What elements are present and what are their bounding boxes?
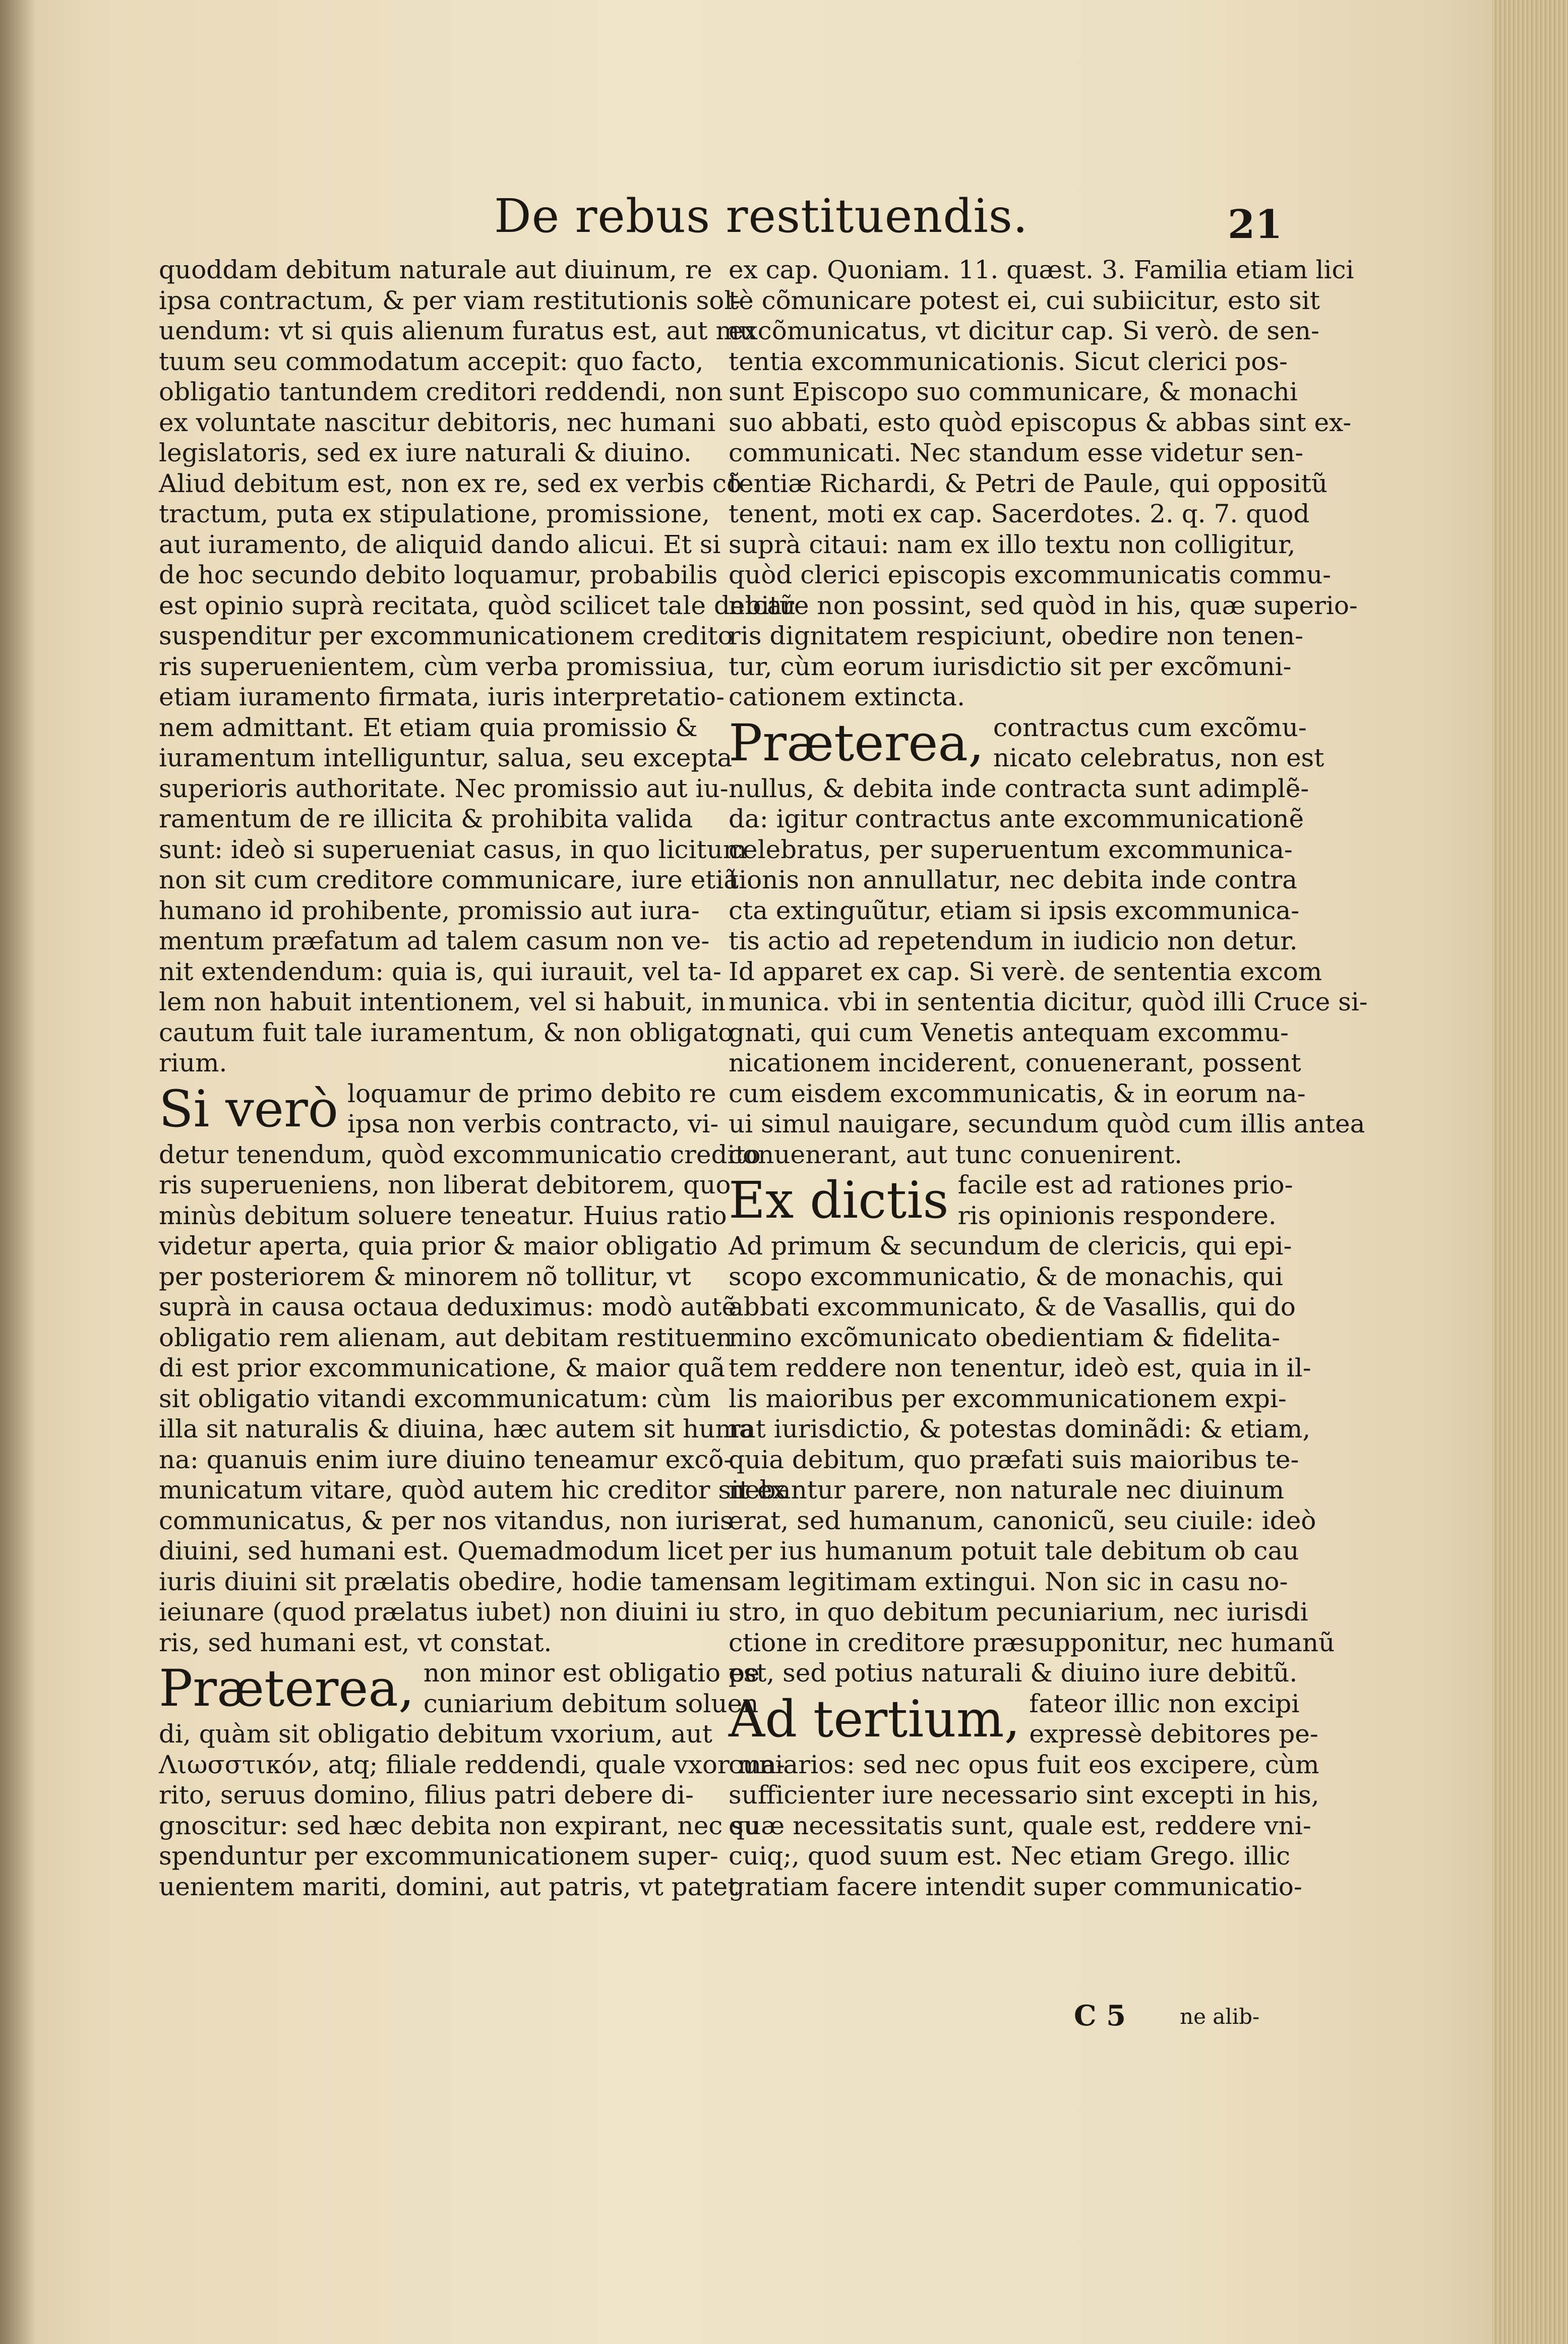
text-line: tis actio ad repetendum in iudicio non detur. bbox=[729, 926, 1298, 955]
text-line: gnoscitur: sed hæc debita non expirant, nec su bbox=[159, 1811, 760, 1840]
text-line: Id apparet ex cap. Si verè. de sententia excom bbox=[729, 956, 1322, 986]
text-line: cationem extincta. bbox=[729, 682, 965, 711]
text-line: suprà in causa octaua deduximus: modò autẽ bbox=[159, 1292, 737, 1321]
text-line: erat, sed humanum, canonicũ, seu ciuile: ideò bbox=[729, 1506, 1316, 1535]
text-line: quæ necessitatis sunt, quale est, reddere vni- bbox=[729, 1811, 1311, 1840]
text-line: ramentum de re illicita & prohibita valida bbox=[159, 804, 693, 833]
text-line: per ius humanum potuit tale debitum ob cau bbox=[729, 1536, 1299, 1566]
text-line: gnati, qui cum Venetis antequam excommu- bbox=[729, 1017, 1289, 1047]
text-line: di est prior excommunicatione, & maior quã bbox=[159, 1353, 726, 1383]
text-line: rito, seruus domino, filius patri debere di- bbox=[159, 1780, 694, 1810]
text-line: sunt: ideò si superueniat casus, in quo licitum bbox=[159, 834, 747, 864]
text-line: legislatoris, sed ex iure naturali & diuino. bbox=[159, 438, 692, 467]
text-line: nit extendendum: quia is, qui iurauit, vel ta- bbox=[159, 956, 721, 986]
section-initial: Ad tertium, bbox=[729, 1689, 1020, 1749]
text-line: ris superuenientem, cùm verba promissiua, bbox=[159, 651, 715, 681]
folio-number: 21 bbox=[1228, 202, 1283, 248]
text-line: spenduntur per excommunicationem super- bbox=[159, 1841, 718, 1871]
text-line: sunt Episcopo suo communicare, & monachi bbox=[729, 377, 1298, 406]
text-line: quia debitum, quo præfati suis maioribus te- bbox=[729, 1445, 1299, 1474]
gutter-shadow bbox=[0, 0, 35, 2344]
text-line: celebratus, per superuentum excommunica- bbox=[729, 834, 1293, 864]
text-line: sufficienter iure necessario sint excepti in his, bbox=[729, 1780, 1319, 1810]
page-edge bbox=[1492, 0, 1568, 2344]
text-line: illa sit naturalis & diuina, hæc autem sit huma bbox=[159, 1414, 754, 1444]
text-line: suo abbati, esto quòd episcopus & abbas sint ex- bbox=[729, 407, 1352, 437]
text-line: tè cõmunicare potest ei, cui subiicitur, esto sit bbox=[729, 285, 1320, 315]
text-line: nem admittant. Et etiam quia promissio & bbox=[159, 712, 698, 742]
text-line: humano id prohibente, promissio aut iura- bbox=[159, 895, 700, 925]
left-column bbox=[159, 255, 796, 1902]
text-line: na: quanuis enim iure diuino teneamur excõ- bbox=[159, 1445, 733, 1474]
text-line: non sit cum creditore communicare, iure etiã bbox=[159, 865, 739, 894]
text-line: mino excõmunicato obedientiam & fidelita- bbox=[729, 1323, 1281, 1352]
text-line: cuniarios: sed nec opus fuit eos excipere, cùm bbox=[729, 1750, 1319, 1779]
text-line: di, quàm sit obligatio debitum vxorium, aut bbox=[159, 1719, 712, 1749]
text-line: nicato celebratus, non est bbox=[993, 743, 1324, 772]
text-line: suprà citaui: nam ex illo textu non colligitur, bbox=[729, 529, 1296, 559]
text-line: obligatio rem alienam, aut debitam restituen bbox=[159, 1323, 733, 1352]
text-line: superioris authoritate. Nec promissio aut iu- bbox=[159, 773, 729, 803]
running-head: De rebus restituendis. bbox=[494, 189, 1029, 243]
text-line: munica. vbi in sententia dicitur, quòd illi Cruce si- bbox=[729, 987, 1368, 1016]
text-line: per posteriorem & minorem nõ tollitur, vt bbox=[159, 1261, 691, 1291]
text-line: lem non habuit intentionem, vel si habuit, in bbox=[159, 987, 726, 1016]
text-line: gratiam facere intendit super communicatio- bbox=[729, 1872, 1302, 1901]
text-line: diuini, sed humani est. Quemadmodum licet bbox=[159, 1536, 723, 1566]
text-line: Aliud debitum est, non ex re, sed ex verbis cõ bbox=[159, 468, 742, 498]
text-line: detur tenendum, quòd excommunicatio credito bbox=[159, 1139, 761, 1169]
text-line: videtur aperta, quia prior & maior obligatio bbox=[159, 1231, 718, 1260]
text-line: tenent, moti ex cap. Sacerdotes. 2. q. 7. quod bbox=[729, 499, 1310, 528]
text-line: communicatus, & per nos vitandus, non iuris bbox=[159, 1506, 733, 1535]
text-line: iuramentum intelliguntur, salua, seu excepta bbox=[159, 743, 733, 772]
left-paragraph-praeterea bbox=[159, 1658, 785, 1902]
text-line: tentiæ Richardi, & Petri de Paule, qui oppositũ bbox=[729, 468, 1328, 498]
text-line: cautum fuit tale iuramentum, & non obligato bbox=[159, 1017, 734, 1047]
text-line: ris opinionis respondere. bbox=[957, 1200, 1277, 1230]
text-line: suspenditur per excommunicationem credito bbox=[159, 621, 733, 650]
text-line: nicationem inciderent, conuenerant, possent bbox=[729, 1048, 1301, 1077]
text-line: quòd clerici episcopis excommunicatis commu- bbox=[729, 560, 1332, 589]
text-line: tur, cùm eorum iurisdictio sit per excõmuni- bbox=[729, 651, 1292, 681]
text-line: ex cap. Quoniam. 11. quæst. 3. Familia etiam lici bbox=[729, 255, 1354, 284]
text-line: contractus cum excõmu- bbox=[993, 712, 1307, 742]
text-line: tractum, puta ex stipulatione, promissione, bbox=[159, 499, 710, 528]
text-line: ipsa non verbis contracto, vi- bbox=[347, 1109, 719, 1138]
text-line: ex voluntate nascitur debitoris, nec humani bbox=[159, 407, 716, 437]
text-line: municatum vitare, quòd autem hic creditor sit ex bbox=[159, 1475, 787, 1505]
text-line: uenientem mariti, domini, aut patris, vt patet bbox=[159, 1872, 738, 1901]
text-line: tem reddere non tenentur, ideò est, quia in il- bbox=[729, 1353, 1311, 1383]
text-line: excõmunicatus, vt dicitur cap. Si verò. de sen- bbox=[729, 316, 1319, 345]
text-line: cta extinguũtur, etiam si ipsis excommunica- bbox=[729, 895, 1300, 925]
text-line: mentum præfatum ad talem casum non ve- bbox=[159, 926, 710, 955]
text-line: Λιωσστικόν, atq; filiale reddendi, quale vxor ma- bbox=[159, 1750, 785, 1779]
text-line: nebantur parere, non naturale nec diuinum bbox=[729, 1475, 1285, 1505]
text-line: ieiunare (quod prælatus iubet) non diuini iu bbox=[159, 1597, 720, 1627]
text-line: lis maioribus per excommunicationem expi- bbox=[729, 1384, 1287, 1413]
text-line: ui simul nauigare, secundum quòd cum illis antea bbox=[729, 1109, 1365, 1138]
text-line: rat iurisdictio, & potestas dominãdi: & etiam, bbox=[729, 1414, 1311, 1444]
text-line: sam legitimam extingui. Non sic in casu no- bbox=[729, 1567, 1288, 1596]
text-line: ris, sed humani est, vt constat. bbox=[159, 1628, 552, 1657]
right-paragraph-ex-dictis bbox=[729, 1170, 1335, 1689]
text-line: cuniarium debitum soluen bbox=[423, 1689, 759, 1718]
right-paragraph-praeterea bbox=[729, 712, 1368, 1170]
text-line: ctione in creditore præsupponitur, nec humanũ bbox=[729, 1628, 1335, 1657]
text-line: Ad primum & secundum de clericis, qui epi- bbox=[729, 1231, 1292, 1260]
text-line: rium. bbox=[159, 1048, 227, 1077]
text-line: conuenerant, aut tunc conuenirent. bbox=[729, 1139, 1183, 1169]
text-line: quoddam debitum naturale aut diuinum, re bbox=[159, 255, 712, 284]
text-line: scopo excommunicatio, & de monachis, qui bbox=[729, 1261, 1283, 1291]
section-initial: Ex dictis bbox=[729, 1171, 949, 1230]
text-line: est, sed potius naturali & diuino iure debitũ. bbox=[729, 1658, 1298, 1688]
text-line: stro, in quo debitum pecuniarium, nec iurisdi bbox=[729, 1597, 1308, 1627]
text-line: sit obligatio vitandi excommunicatum: cùm bbox=[159, 1384, 711, 1413]
text-line: non minor est obligatio pe bbox=[423, 1658, 760, 1688]
signature-mark: C 5 bbox=[1074, 1999, 1126, 2032]
text-line: tionis non annullatur, nec debita inde contra bbox=[729, 865, 1297, 894]
text-line: de hoc secundo debito loquamur, probabilis bbox=[159, 560, 718, 589]
right-paragraph-1 bbox=[729, 255, 1358, 712]
text-line: fateor illic non excipi bbox=[1029, 1689, 1300, 1718]
text-line: nullus, & debita inde contracta sunt adimplẽ- bbox=[729, 773, 1309, 803]
text-line: cuiq;, quod suum est. Nec etiam Grego. illic bbox=[729, 1841, 1290, 1871]
text-line: est opinio suprà recitata, quòd scilicet tale debitũ bbox=[159, 590, 796, 620]
text-line: aut iuramento, de aliquid dando alicui. Et si bbox=[159, 529, 721, 559]
left-paragraph-1 bbox=[159, 255, 796, 1078]
text-line: uendum: vt si quis alienum furatus est, aut mu bbox=[159, 316, 756, 345]
catchword: ne alib- bbox=[1180, 2004, 1260, 2029]
text-line: iuris diuini sit prælatis obedire, hodie tamen bbox=[159, 1567, 731, 1596]
text-line: minùs debitum soluere teneatur. Huius ratio bbox=[159, 1200, 727, 1230]
text-line: nicare non possint, sed quòd in his, quæ superio- bbox=[729, 590, 1358, 620]
text-line: cum eisdem excommunicatis, & in eorum na- bbox=[729, 1078, 1306, 1108]
text-line: loquamur de primo debito re bbox=[347, 1078, 716, 1108]
text-line: da: igitur contractus ante excommunicationẽ bbox=[729, 804, 1304, 833]
text-line: obligatio tantundem creditori reddendi, non bbox=[159, 377, 723, 406]
text-line: communicati. Nec standum esse videtur sen- bbox=[729, 438, 1304, 467]
section-initial: Præterea, bbox=[729, 713, 984, 772]
right-paragraph-ad-tertium bbox=[729, 1689, 1319, 1902]
text-line: abbati excommunicato, & de Vasallis, qui do bbox=[729, 1292, 1296, 1321]
text-line: ipsa contractum, & per viam restitutionis sol- bbox=[159, 285, 741, 315]
left-paragraph-si-vero bbox=[159, 1078, 787, 1658]
text-line: tuum seu commodatum accepit: quo facto, bbox=[159, 346, 704, 376]
text-line: etiam iuramento firmata, iuris interpretatio- bbox=[159, 682, 725, 711]
right-column bbox=[729, 255, 1368, 1902]
section-initial: Præterea, bbox=[159, 1659, 414, 1718]
text-line: facile est ad rationes prio- bbox=[957, 1170, 1293, 1199]
text-line: tentia excommunicationis. Sicut clerici pos- bbox=[729, 346, 1288, 376]
text-line: ris superueniens, non liberat debitorem, quo bbox=[159, 1170, 731, 1199]
section-initial: Si verò bbox=[159, 1079, 338, 1138]
text-line: ris dignitatem respiciunt, obedire non tenen- bbox=[729, 621, 1304, 650]
text-line: expressè debitores pe- bbox=[1029, 1719, 1318, 1749]
